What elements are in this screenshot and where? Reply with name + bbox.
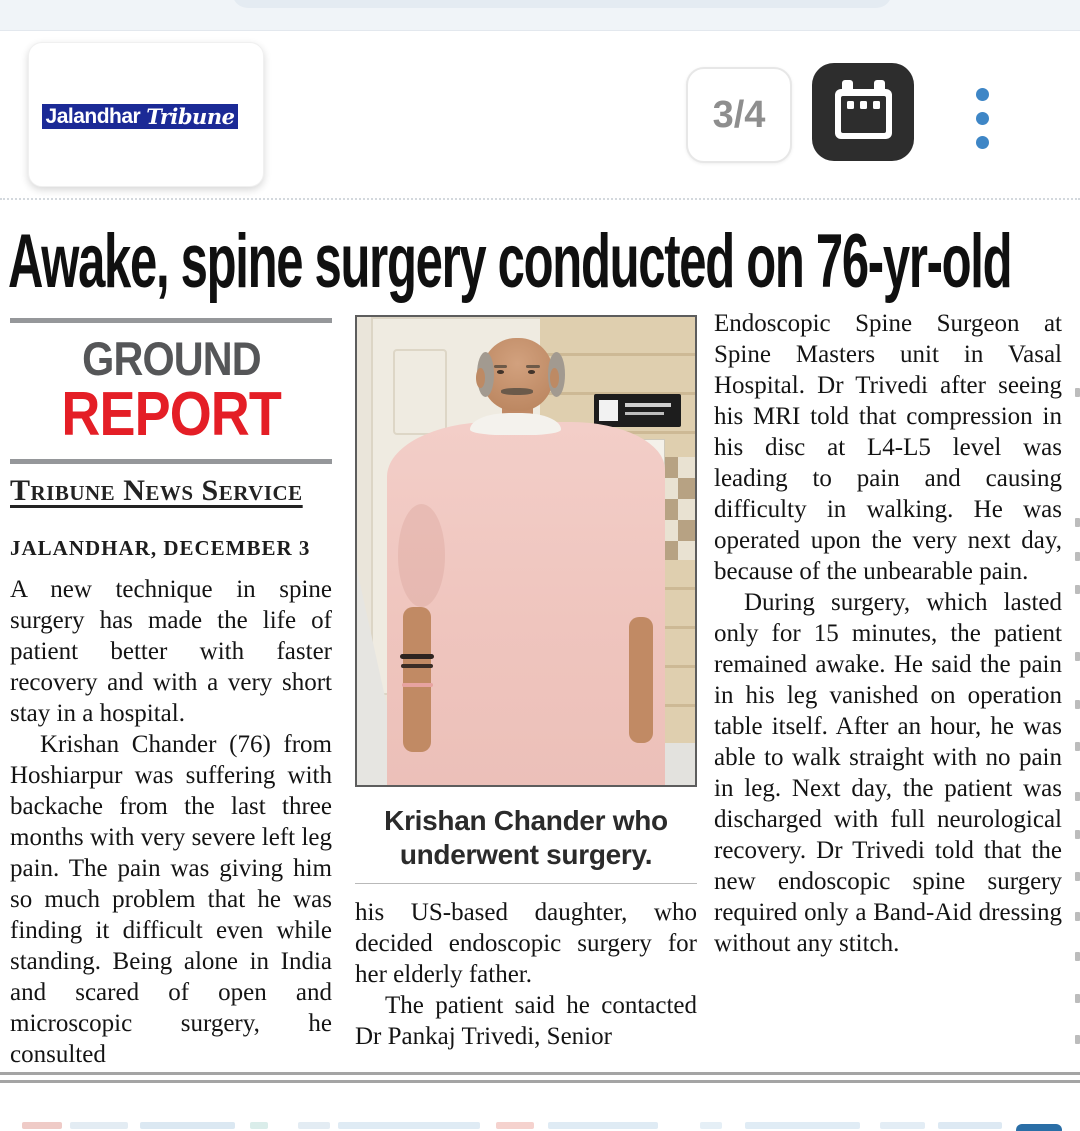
photo-patient-arm xyxy=(629,617,653,743)
article-paragraph: Endoscopic Spine Surgeon at Spine Masters unit in Vasal Hospital. Dr Trivedi after seeing his MRI told that compression in his disc at L4-L5 level was leading to pain and causing difficulty in walking. He was operated upon the very next day, because of the unbearable pain. xyxy=(714,310,1062,585)
publication-logo-card[interactable] xyxy=(28,42,264,187)
kicker-rule-bottom xyxy=(10,459,332,464)
article-photo xyxy=(355,315,697,787)
photo-patient-arm xyxy=(403,607,432,752)
kicker-report: REPORT xyxy=(61,380,281,449)
adjacent-column-cutoff-marks xyxy=(1072,300,1080,1060)
article-headline: Awake, spine surgery conducted on 76-yr-old xyxy=(8,219,1012,304)
photo-caption: Krishan Chander who underwent surgery. xyxy=(384,805,668,870)
article-column-middle xyxy=(355,315,697,1052)
caption-rule xyxy=(355,883,697,884)
clipping-bottom-rule xyxy=(0,1080,1080,1083)
logo-brand-text: Tribune xyxy=(146,104,235,129)
article-body-middle xyxy=(355,897,697,1052)
article-dateline: JALANDHAR, DECEMBER 3 xyxy=(10,536,311,560)
article-paragraph: his US-based daughter, who decided endoscopic surgery for her elderly father. xyxy=(355,899,697,988)
header-divider xyxy=(0,198,1080,200)
next-page-preview xyxy=(0,1118,1080,1131)
article-paragraph: Krishan Chander (76) from Hoshiarpur was suffering with backache from the last three months with very severe left leg pain. The pain was giving him so much problem that he was finding it difficult even while standing. Being alone in India and scared of open and microscopic surgery, he consulted xyxy=(10,731,332,1068)
article-paragraph: A new technique in spine surgery has made the life of patient better with faster recovery and with a very short stay in a hospital. xyxy=(10,576,332,727)
publication-logo xyxy=(42,104,238,129)
article-byline: Tribune News Service xyxy=(10,474,303,507)
page-indicator[interactable] xyxy=(686,67,792,163)
article-body-right xyxy=(714,308,1062,959)
logo-region-text: Jalandhar xyxy=(45,104,141,128)
more-options-button[interactable] xyxy=(971,86,995,156)
article-paragraph: The patient said he contacted Dr Pankaj Trivedi, Senior xyxy=(355,992,697,1050)
article-column-right xyxy=(714,308,1062,959)
clipping-bottom-rule xyxy=(0,1072,1080,1075)
kicker-ground: GROUND xyxy=(81,332,261,385)
calendar-button[interactable] xyxy=(812,63,914,161)
article-body-left xyxy=(10,574,332,1070)
top-pill-remnant xyxy=(232,0,892,8)
article-column-left xyxy=(10,318,332,1070)
article-paragraph: During surgery, which lasted only for 15 minutes, the patient remained awake. He said the pain in his leg vanished on operation table itself. After an hour, he was able to walk straight with no pain in leg. Next day, the patient was discharged with full neurological recovery. Dr Trivedi told that the new endoscopic spine surgery required only a Band-Aid dressing without any stitch. xyxy=(714,589,1062,957)
page-indicator-label: 3/4 xyxy=(712,93,766,136)
system-top-strip xyxy=(0,0,1080,31)
photo-wall-sign xyxy=(594,394,682,427)
